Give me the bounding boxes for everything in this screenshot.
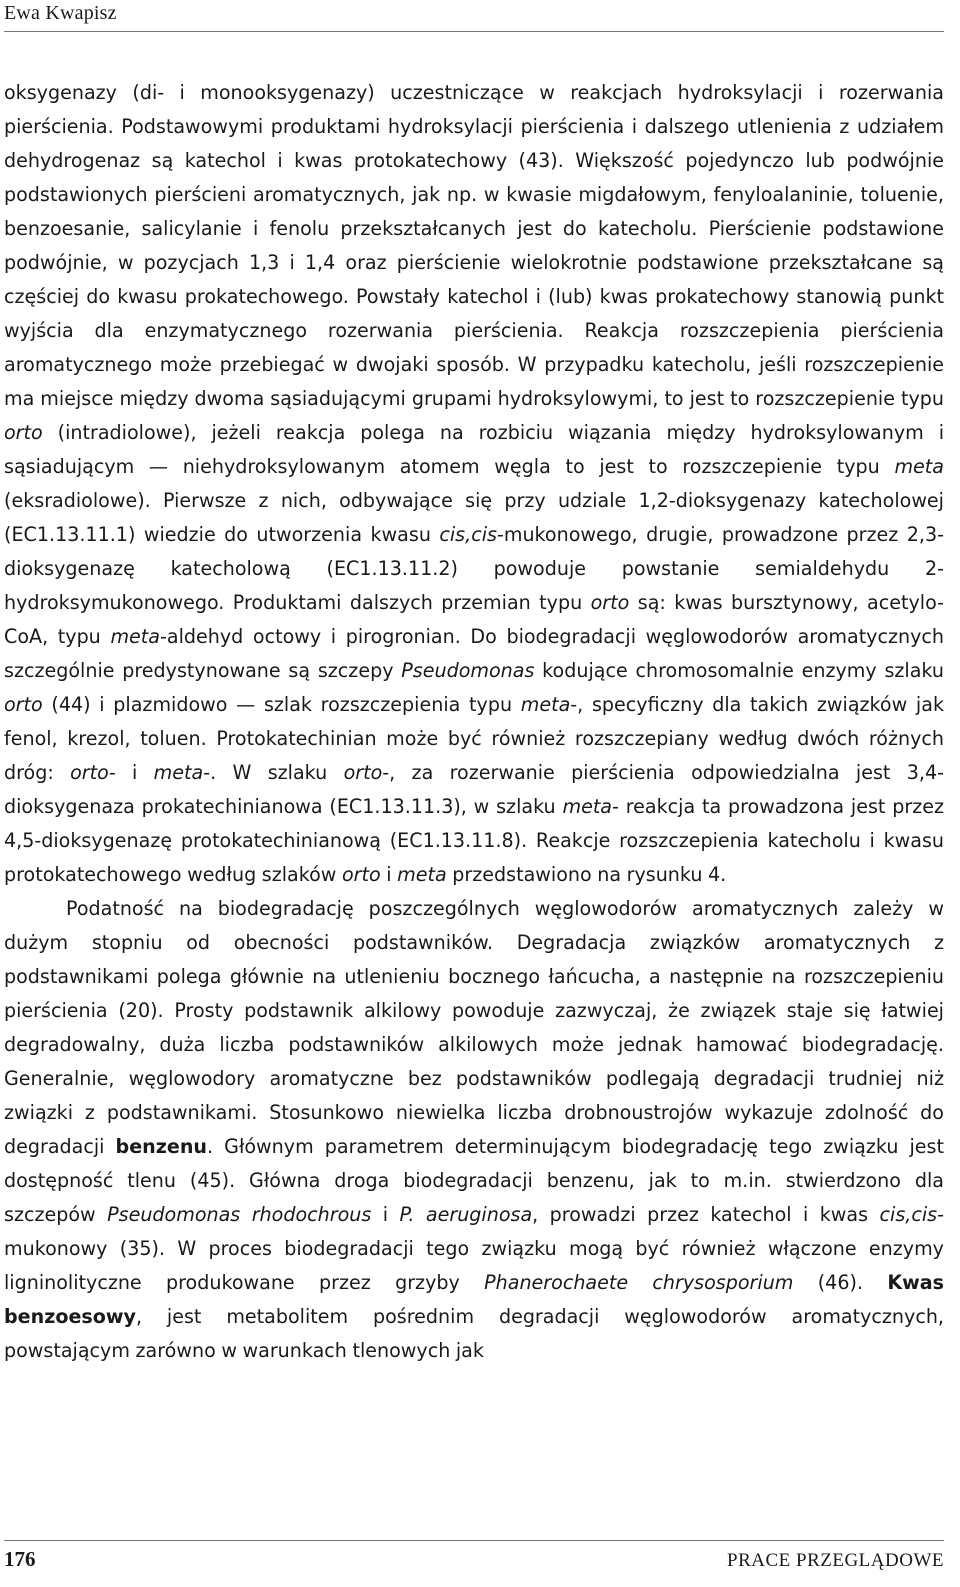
page-number: 176 [4,1547,36,1571]
italic-term: meta [562,795,613,818]
paragraph [4,892,944,1368]
text-run: (intradiolowe), jeżeli reakcja polega na rozbiciu wiązania między hydroksylowanym i sąsiadującym — niehydroksylowanym atomem węgla to jest to rozszczepienie typu [4,421,944,478]
running-header-author: Ewa Kwapisz [4,2,117,24]
text-run: i [380,863,398,886]
italic-term: cis,cis [439,523,497,546]
italic-term: P. aeruginosa [399,1203,533,1226]
italic-term: meta [397,863,447,886]
text-run: i [371,1203,400,1226]
bold-term: benzenu [115,1135,208,1158]
text-run: przedstawiono na rysunku 4. [446,863,727,886]
text-run: -aldehyd octowy i pirogronian. Do biodegradacji węglowodorów aromatycznych szczególnie predystynowane są szczepy [4,625,945,682]
article-body [4,76,944,1368]
text-run: Podatność na biodegradację poszczególnych węglowodorów aromatycznych zależy w dużym stopniu od obecności podstawników. Degradacja związków aromatycznych z podstawnikami polega głównie na utlenieniu bocznego łańcucha, a następnie na rozszczepieniu pierścienia (20). Prosty podstawnik alkilowy powoduje zazwyczaj, że związek staje się łatwiej degradowalny, duża liczba podstawników alkilowych może jednak hamować biodegradację. Generalnie, węglowodory aromatyczne bez podstawników podlegają degradacji trudniej niż związki z podstawnikami. Stosunkowo niewielka liczba drobnoustrojów wykazuje zdolność do degradacji [4,897,944,1158]
italic-term: cis,cis [879,1203,938,1226]
text-run: -mukonowego, drugie, prowadzone przez 2,3-dioksygenazę katecholową (EC1.13.11.2) powoduje powstanie semialdehydu 2-hydroksymukonowego. Produktami dalszych przemian typu [4,523,944,614]
text-run: (46). [793,1271,888,1294]
text-run: oksygenazy (di- i monooksygenazy) uczestniczące w reakcjach hydroksylacji i rozerwania pierścienia. Podstawowymi produktami hydroksylacji pierścienia i dalszego utlenienia z udziałem dehydrogenaz są katechol i kwas protokatechowy (43). Większość pojedynczo lub podwójnie podstawionych pierścieni aromatycznych, jak np. w kwasie migdałowym, fenyloalaninie, toluenie, benzoesanie, salicylanie i fenolu przekształcanych jest do katecholu. Pierścienie podstawione podwójnie, w pozycjach 1,3 i 1,4 oraz pierścienie wielokrotnie podstawione przekształcane są częściej do kwasu prokatechowego. Powstały katechol i (lub) kwas prokatechowy stanowią punkt wyjścia dla enzymatycznego rozerwania pierścienia. Reakcja rozszczepienia pierścienia aromatycznego może przebiegać w dwojaki sposób. W przypadku katecholu, jeśli rozszczepienie ma miejsce między dwoma sąsiadującymi grupami hydroksylowymi, to jest to rozszczepienie typu [4,81,944,410]
text-run: (44) i plazmidowo — szlak rozszczepienia typu [42,693,521,716]
text-run: -, specyficzny dla takich związków jak fenol, krezol, toluen. Protokatechinian może być również rozszczepiany według dwóch różnych dróg: [4,693,944,784]
bold-term: Kwas benzoesowy [4,1271,944,1328]
journal-name: PRACE PRZEGLĄDOWE [727,1550,944,1571]
text-run: . Głównym parametrem determinującym biodegradację tego związku jest dostępność tlenu (45). Główna droga biodegradacji benzenu, jak to m.in. stwierdzono dla szczepów [4,1135,944,1226]
italic-term: orto [70,761,109,784]
text-run: , prowadzi przez katechol i kwas [532,1203,880,1226]
italic-term: meta [110,625,160,648]
paragraph [4,76,944,892]
text-run: -mukonowy (35). W proces biodegradacji tego związku mogą być również włączone enzymy ligninolityczne produkowane przez grzyby [4,1203,944,1294]
italic-term: Pseudomonas rhodochrous [107,1203,372,1226]
italic-term: orto [590,591,630,614]
italic-term: meta [153,761,204,784]
text-run: -, za rozerwanie pierścienia odpowiedzialna jest 3,4-dioksygenaza prokatechinianowa (EC1.13.11.3), w szlaku [4,761,944,818]
footer-rule [4,1540,944,1541]
text-run: (eksradiolowe). Pierwsze z nich, odbywające się przy udziale 1,2-dioksygenazy katecholowej (EC1.13.11.1) wiedzie do utworzenia kwasu [4,489,944,546]
text-run: są: kwas bursztynowy, acetylo-CoA, typu [4,591,944,648]
text-run: kodujące chromosomalnie enzymy szlaku [534,659,945,682]
text-run: , jest metabolitem pośrednim degradacji węglowodorów aromatycznych, powstającym zarówno w warunkach tlenowych jak [4,1305,944,1362]
italic-term: Phanerochaete chrysosporium [484,1271,794,1294]
italic-term: orto [342,863,381,886]
italic-term: orto [343,761,383,784]
italic-term: Pseudomonas [401,659,535,682]
italic-term: meta [894,455,944,478]
text-run: - i [108,761,154,784]
italic-term: meta [520,693,571,716]
italic-term: orto [4,693,43,716]
italic-term: orto [4,421,43,444]
text-run: - reakcja ta prowadzona jest przez 4,5-dioksygenazę protokatechinianową (EC1.13.11.8). Reakcje rozszczepienia katecholu i kwasu protokatechowego według szlaków [4,795,944,886]
text-run: -. W szlaku [203,761,344,784]
header-rule [4,31,944,32]
